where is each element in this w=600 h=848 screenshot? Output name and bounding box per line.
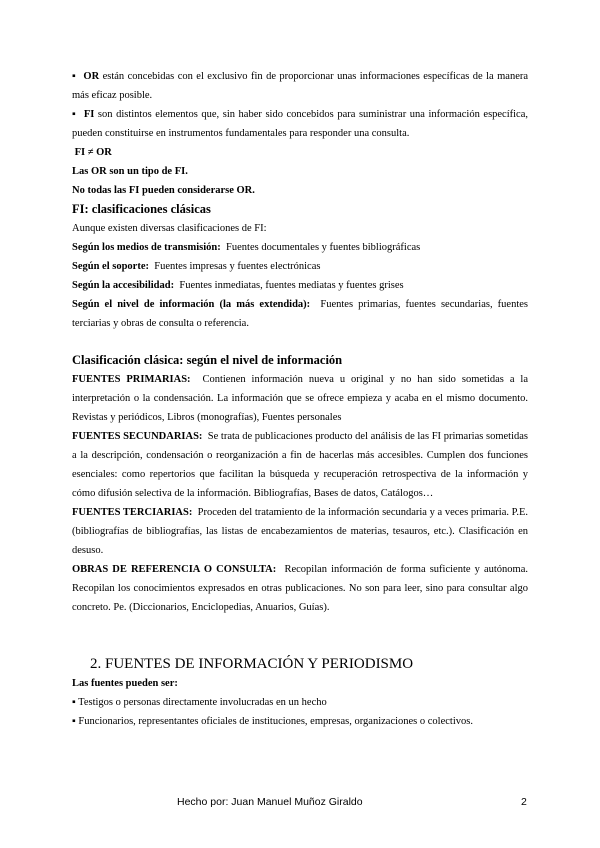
- fi-text: son distintos elementos que, sin haber sido concebidos para suministrar una información específica, pueden constituirse en instrumentos fundamentales para responder una consulta.: [72, 109, 528, 139]
- formula: FI ≠ OR: [74, 147, 112, 158]
- page-number: 2: [521, 796, 527, 808]
- classic-item: Según la accesibilidad: Fuentes inmediatas, fuentes mediatas y fuentes grises: [72, 280, 404, 291]
- level-item: FUENTES TERCIARIAS: Proceden del tratamiento de la información secundaria y a veces primaria. P.E. (bibliografías de bibliografías, las listas de encabezamientos de materias, tesauros, etc.). Clasificación en desuso.: [72, 507, 528, 556]
- bullet-icon: ▪: [72, 71, 77, 82]
- document-body: [72, 67, 528, 731]
- section-2-bullet: ▪ Testigos o personas directamente involucradas en un hecho: [72, 697, 327, 708]
- fi-term: FI: [83, 109, 95, 120]
- levels-heading: Clasificación clásica: según el nivel de información: [72, 353, 343, 367]
- statement-2: No todas las FI pueden considerarse OR.: [72, 185, 255, 196]
- section-2-heading: 2. FUENTES DE INFORMACIÓN Y PERIODISMO: [90, 656, 414, 672]
- level-item: FUENTES PRIMARIAS: Contienen información nueva u original y no han sido sometidas a la interpretación o la condensación. La información que se ofrece empieza y acaba en el mismo documento. Revistas y periódicos, Libros (monografías), Fuentes personales: [72, 374, 529, 423]
- bullet-icon: ▪: [72, 716, 76, 727]
- section-2-bullet: ▪ Funcionarios, representantes oficiales de instituciones, empresas, organizaciones o colectivos.: [72, 716, 473, 727]
- page-footer: [0, 796, 600, 812]
- or-text: están concebidas con el exclusivo fin de proporcionar unas informaciones específicas de la manera más eficaz posible.: [72, 71, 529, 101]
- statement-1: Las OR son un tipo de FI.: [72, 166, 188, 177]
- classic-item: Según el soporte: Fuentes impresas y fuentes electrónicas: [72, 261, 321, 272]
- bullet-icon: ▪: [72, 697, 76, 708]
- classic-item: Según los medios de transmisión: Fuentes documentales y fuentes bibliográficas: [72, 242, 421, 253]
- or-definition: [72, 67, 528, 105]
- or-term: OR: [83, 71, 100, 82]
- section-2-lead: Las fuentes pueden ser:: [72, 678, 178, 689]
- footer-author: Hecho por: Juan Manuel Muñoz Giraldo: [177, 796, 363, 808]
- bullet-icon: ▪: [72, 109, 77, 120]
- level-item: OBRAS DE REFERENCIA O CONSULTA: Recopilan información de forma suficiente y autónoma. Recopilan los conocimientos expresados en otras publicaciones. No son para leer, sino para consultar algo concreto. Pe. (Diccionarios, Enciclopedias, Anuarios, Guías).: [72, 564, 529, 613]
- level-item: FUENTES SECUNDARIAS: Se trata de publicaciones producto del análisis de las FI primarias sometidas a la descripción, condensación o reorganización a fin de hacerlas más accesibles. Cumplen dos funciones esenciales: como repertorios que facilitan la búsqueda y recuperación retrospectiva de la información y cómo difusión selectiva de la información. Bibliografías, Bases de datos, Catálogos…: [72, 431, 529, 499]
- fi-definition: [72, 105, 528, 143]
- classic-item: Según el nivel de información (la más extendida): Fuentes primarias, fuentes secundarias, fuentes terciarias y obras de consulta o referencia.: [72, 299, 529, 329]
- classics-lead: Aunque existen diversas clasificaciones de FI:: [72, 223, 267, 234]
- classics-heading: FI: clasificaciones clásicas: [72, 202, 211, 216]
